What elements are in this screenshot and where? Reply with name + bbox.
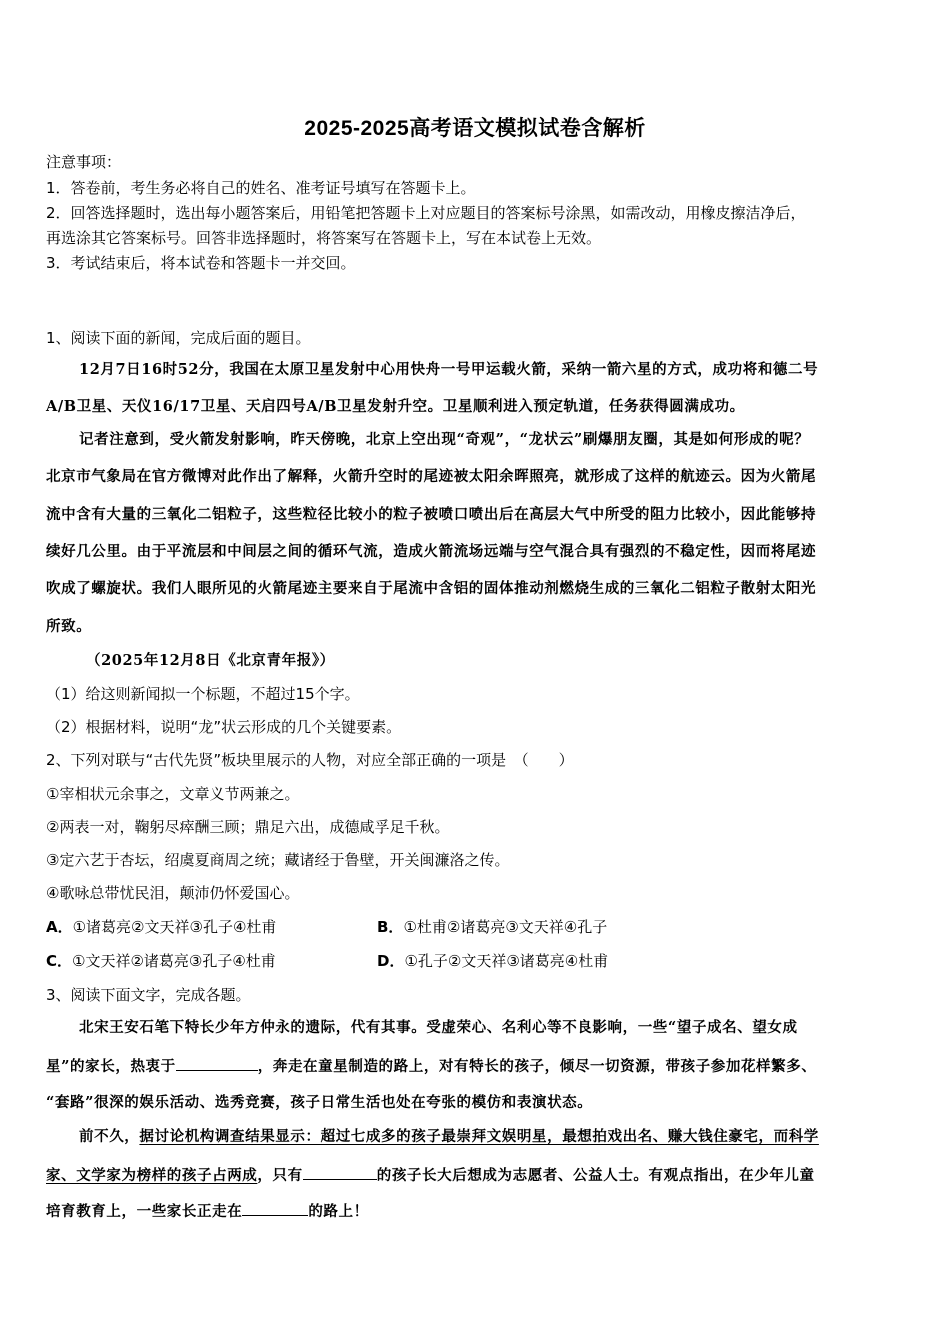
q2-couplet-3: ③定六艺于杏坛，绍虞夏商周之统；藏诸经于鲁壁，开关闽濂洛之传。 xyxy=(46,851,510,869)
notes-heading: 注意事项： xyxy=(46,153,122,171)
fill-blank-2[interactable] xyxy=(303,1164,377,1180)
q1-subquestion-2: （2）根据材料，说明“龙”状云形成的几个关键要素。 xyxy=(46,718,402,736)
q1-para1-line2: A/B卫星、天仪16/17卫星、天启四号A/B卫星发射升空。卫星顺利进入预定轨道，任务获得圆满成功。 xyxy=(46,398,745,415)
q1-para1-line1: 12月7日16时52分，我国在太原卫星发射中心用快舟一号甲运载火箭，采纳一箭六星的方式，成功将和德二号 xyxy=(79,361,819,378)
q3-para2-line1 xyxy=(79,1127,819,1147)
notes-item-1: 1．答卷前，考生务必将自己的姓名、准考证号填写在答题卡上。 xyxy=(46,179,476,197)
text-segment: 培育教育上，一些家长正走在 xyxy=(46,1203,243,1220)
q3-stem: 3、阅读下面文字，完成各题。 xyxy=(46,986,251,1004)
q1-para2-line4: 续好几公里。由于平流层和中间层之间的循环气流，造成火箭流场远端与空气混合具有强烈的不稳定性，因而将尾迹 xyxy=(46,543,817,560)
q2-option-a[interactable] xyxy=(46,917,276,937)
text-segment: 的路上！ xyxy=(308,1203,369,1220)
text-segment: 星”的家长，热衷于 xyxy=(46,1058,176,1075)
option-text: ①文天祥②诸葛亮③孔子④杜甫 xyxy=(72,952,276,970)
q2-couplet-1: ①宰相状元余事之，文章义节两兼之。 xyxy=(46,785,300,803)
q3-para2-line3 xyxy=(46,1200,369,1222)
fill-blank-1[interactable] xyxy=(176,1055,258,1071)
q3-para2-line2 xyxy=(46,1164,815,1186)
q1-para2-line5: 吹成了螺旋状。我们人眼所见的火箭尾迹主要来自于尾流中含铝的固体推动剂燃烧生成的三氧化二铝粒子散射太阳光 xyxy=(46,580,817,597)
q2-stem: 2、下列对联与“古代先贤”板块里展示的人物，对应全部正确的一项是 （ ） xyxy=(46,751,574,769)
q2-option-b[interactable] xyxy=(377,917,607,937)
q1-para2-line1: 记者注意到，受火箭发射影响，昨天傍晚，北京上空出现“奇观”，“龙状云”刷爆朋友圈，其是如何形成的呢？ xyxy=(79,431,810,448)
q2-couplet-4: ④歌咏总带忧民泪，颠沛仍怀爱国心。 xyxy=(46,884,300,902)
page-title: 2025-2025高考语文模拟试卷含解析 xyxy=(304,117,646,140)
q3-para1-line1: 北宋王安石笔下特长少年方仲永的遗际，代有其事。受虚荣心、名利心等不良影响，一些“望子成名、望女成 xyxy=(79,1019,798,1036)
option-letter: C． xyxy=(46,952,73,970)
notes-item-2: 2．回答选择题时，选出每小题答案后，用铅笔把答题卡上对应题目的答案标号涂黑，如需改动，用橡皮擦洁净后， xyxy=(46,204,806,222)
option-letter: D． xyxy=(377,952,405,970)
q1-subquestion-1: （1）给这则新闻拟一个标题，不超过15个字。 xyxy=(46,685,360,703)
option-letter: B． xyxy=(377,918,404,936)
q1-stem: 1、阅读下面的新闻，完成后面的题目。 xyxy=(46,329,311,347)
option-text: ①杜甫②诸葛亮③文天祥④孔子 xyxy=(403,918,608,936)
q1-para2-line6: 所致。 xyxy=(46,618,92,635)
q3-para1-line2 xyxy=(46,1055,816,1077)
text-segment: ，奔走在童星制造的路上，对有特长的孩子，倾尽一切资源，带孩子参加花样繁多、 xyxy=(257,1058,817,1075)
q1-para2-line3: 流中含有大量的三氧化二铝粒子，这些粒径比较小的粒子被喷口喷出后在高层大气中所受的阻力比较小，因此能够持 xyxy=(46,506,817,523)
underlined-sentence: 家、文学家为榜样的孩子占两成 xyxy=(46,1167,258,1184)
fill-blank-3[interactable] xyxy=(242,1200,308,1216)
option-letter: A． xyxy=(46,918,73,936)
option-text: ①孔子②文天祥③诸葛亮④杜甫 xyxy=(404,952,609,970)
q2-option-d[interactable] xyxy=(377,951,608,971)
underlined-sentence: 据讨论机构调查结果显示：超过七成多的孩子最崇拜文娱明星，最想拍戏出名、赚大钱住豪宅，而科学 xyxy=(139,1128,819,1145)
q2-couplet-2: ②两表一对，鞠躬尽瘁酬三顾；鼎足六出，成德咸孚足千秋。 xyxy=(46,818,450,836)
notes-item-2-cont: 再选涂其它答案标号。回答非选择题时，将答案写在答题卡上，写在本试卷上无效。 xyxy=(46,229,602,247)
notes-item-3: 3．考试结束后，将本试卷和答题卡一并交回。 xyxy=(46,254,356,272)
q3-para1-line3: “套路”很深的娱乐活动、选秀竞赛，孩子日常生活也处在夸张的模仿和表演状态。 xyxy=(46,1094,593,1111)
q1-para2-line2: 北京市气象局在官方微博对此作出了解释，火箭升空时的尾迹被太阳余晖照亮，就形成了这样的航迹云。因为火箭尾 xyxy=(46,468,817,485)
text-segment: ，只有 xyxy=(257,1167,303,1184)
text-segment: 前不久， xyxy=(79,1128,140,1145)
q1-source: （2025年12月8日《北京青年报》） xyxy=(86,652,335,669)
q2-option-c[interactable] xyxy=(46,951,276,971)
text-segment: 的孩子长大后想成为志愿者、公益人士。有观点指出，在少年儿童 xyxy=(376,1167,815,1184)
option-text: ①诸葛亮②文天祥③孔子④杜甫 xyxy=(72,918,277,936)
